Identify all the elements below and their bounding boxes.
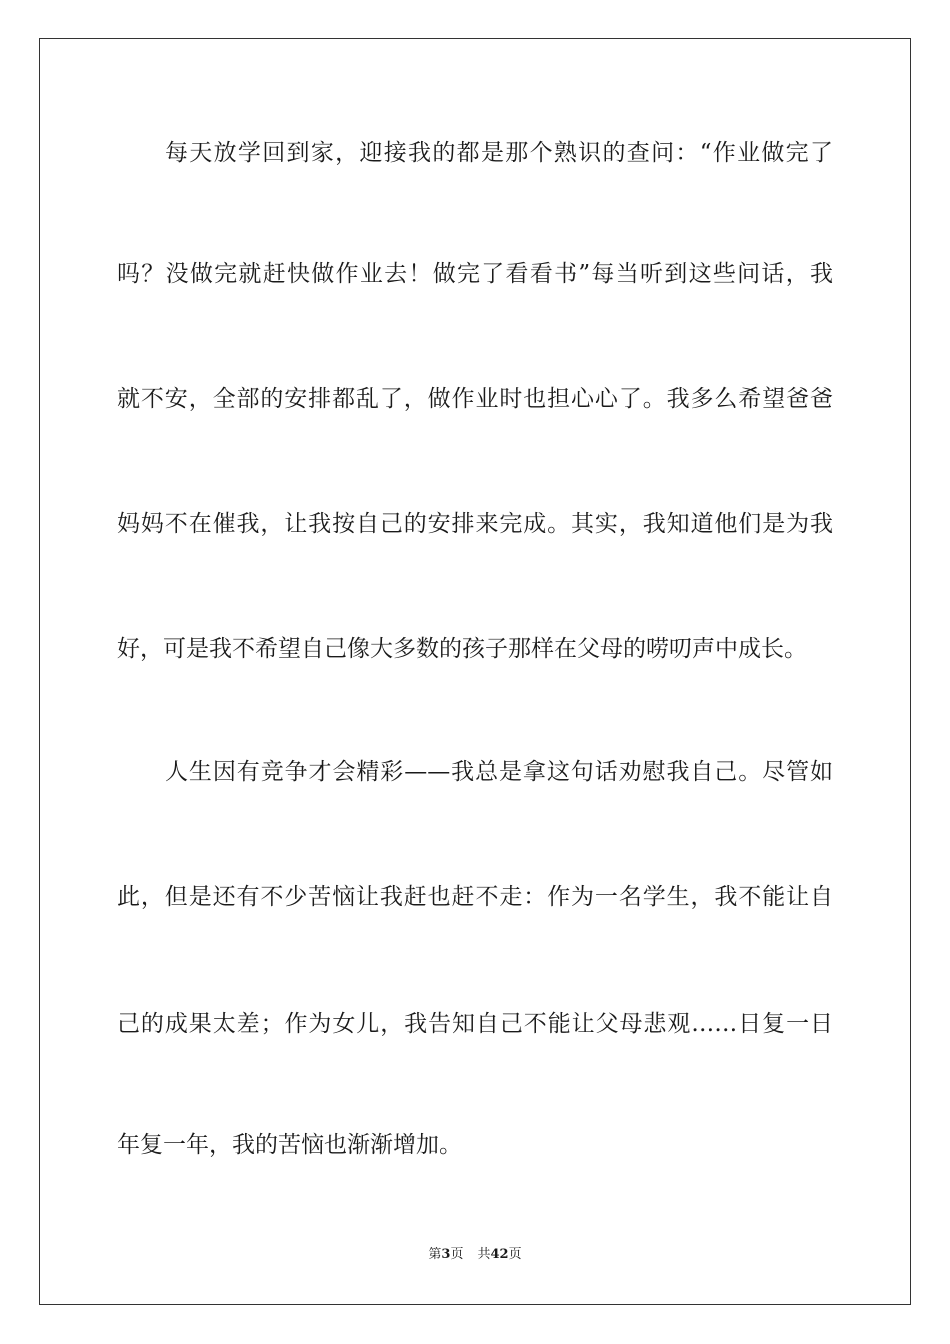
paragraph-1-line-2: 吗？没做完就赶快做作业去！做完了看看书”每当听到这些问话，我 bbox=[117, 261, 833, 287]
page-footer bbox=[0, 1246, 950, 1264]
paragraph-1-line-4: 妈妈不在催我，让我按自己的安排来完成。其实，我知道他们是为我 bbox=[117, 511, 833, 537]
paragraph-2-line-3: 己的成果太差；作为女儿，我告知自己不能让父母悲观……日复一日 bbox=[117, 1011, 833, 1037]
paragraph-1-line-3: 就不安，全部的安排都乱了，做作业时也担心心了。我多么希望爸爸 bbox=[117, 386, 833, 412]
total-suffix: 页 bbox=[508, 1247, 522, 1262]
paragraph-1-line-5: 好，可是我不希望自己像大多数的孩子那样在父母的唠叨声中成长。 bbox=[117, 636, 807, 662]
paragraph-2-line-1: 人生因有竞争才会精彩——我总是拿这句话劝慰我自己。尽管如 bbox=[165, 759, 833, 785]
total-prefix: 共 bbox=[477, 1247, 491, 1262]
page-prefix: 第 bbox=[428, 1247, 442, 1262]
paragraph-2-line-4: 年复一年，我的苦恼也渐渐增加。 bbox=[117, 1132, 462, 1158]
page-suffix: 页 bbox=[450, 1247, 464, 1262]
page-number: 3 bbox=[441, 1247, 451, 1262]
total-pages: 42 bbox=[490, 1247, 509, 1262]
paragraph-1-line-1: 每天放学回到家，迎接我的都是那个熟识的查问：“作业做完了 bbox=[165, 140, 833, 166]
paragraph-2-line-2: 此，但是还有不少苦恼让我赶也赶不走：作为一名学生，我不能让自 bbox=[117, 884, 833, 910]
page-border bbox=[39, 38, 911, 1305]
